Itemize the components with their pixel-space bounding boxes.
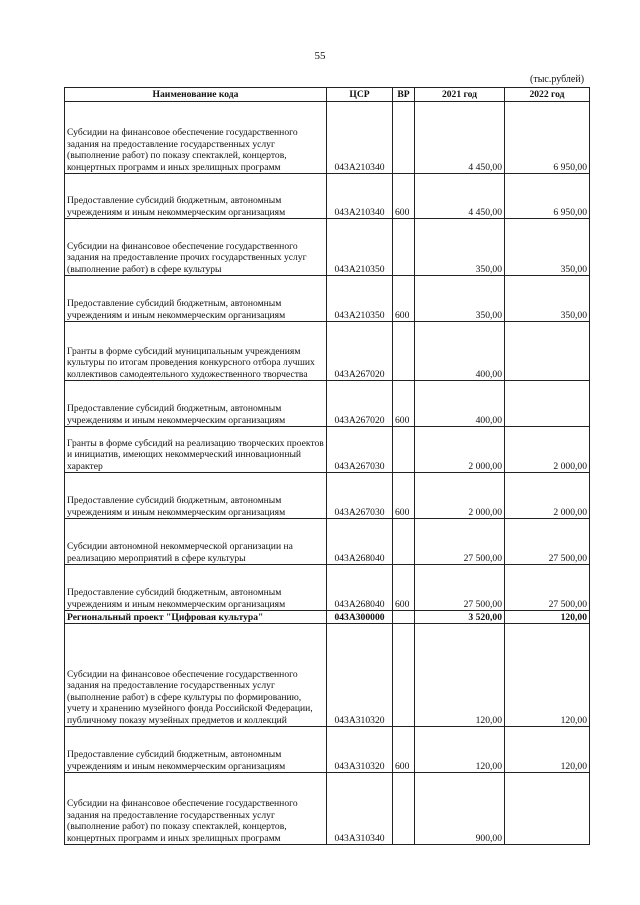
table-row	[65, 773, 590, 845]
table-row	[65, 727, 590, 773]
section-2022: 120,00	[505, 611, 590, 624]
row-csr: 043A267020	[327, 381, 393, 427]
section-csr: 043A300000	[327, 611, 393, 624]
row-csr: 043A268040	[327, 519, 393, 565]
row-2021: 4 450,00	[415, 174, 505, 219]
row-2021: 4 450,00	[415, 102, 505, 174]
column-header-csr: ЦСР	[327, 88, 393, 102]
row-csr: 043A310320	[327, 624, 393, 727]
table-row	[65, 473, 590, 519]
row-name: Гранты в форме субсидий муниципальным учреждениям культуры по итогам проведения конкурсного отбора лучших коллективов самодеятельного художественного творчества	[65, 322, 327, 381]
row-vr	[393, 519, 415, 565]
row-csr: 043A267030	[327, 427, 393, 473]
column-header-name: Наименование кода	[65, 88, 327, 102]
row-2022	[505, 773, 590, 845]
row-vr	[393, 322, 415, 381]
row-csr: 043A310340	[327, 773, 393, 845]
row-2021: 400,00	[415, 322, 505, 381]
row-name: Субсидии автономной некоммерческой организации на реализацию мероприятий в сфере культуры	[65, 519, 327, 565]
row-2021: 900,00	[415, 773, 505, 845]
row-csr: 043A310320	[327, 727, 393, 773]
row-2022	[505, 381, 590, 427]
row-2021: 120,00	[415, 624, 505, 727]
row-2022: 350,00	[505, 276, 590, 322]
row-2021: 2 000,00	[415, 473, 505, 519]
row-name: Предоставление субсидий бюджетным, автономным учреждениям и иным некоммерческим организациям	[65, 276, 327, 322]
row-name: Предоставление субсидий бюджетным, автономным учреждениям и иным некоммерческим организациям	[65, 381, 327, 427]
table-row	[65, 519, 590, 565]
table-row	[65, 322, 590, 381]
row-2021: 27 500,00	[415, 565, 505, 611]
row-2022: 6 950,00	[505, 102, 590, 174]
row-2021: 120,00	[415, 727, 505, 773]
column-header-2021: 2021 год	[415, 88, 505, 102]
row-csr: 043A210350	[327, 219, 393, 276]
row-2021: 350,00	[415, 219, 505, 276]
table-row	[65, 276, 590, 322]
row-csr: 043A268040	[327, 565, 393, 611]
table-header-row	[65, 88, 590, 102]
row-csr: 043A210340	[327, 174, 393, 219]
row-2022: 350,00	[505, 219, 590, 276]
column-header-vr: ВР	[393, 88, 415, 102]
row-vr	[393, 427, 415, 473]
table-row	[65, 219, 590, 276]
row-name: Предоставление субсидий бюджетным, автономным учреждениям и иным некоммерческим организациям	[65, 473, 327, 519]
table-row	[65, 174, 590, 219]
row-csr: 043A267020	[327, 322, 393, 381]
column-header-2022: 2022 год	[505, 88, 590, 102]
row-2022: 27 500,00	[505, 565, 590, 611]
row-name: Субсидии на финансовое обеспечение государственного задания на предоставление государственных услуг (выполнение работ) в сфере культуры по формированию, учету и хранению музейного фонда Российской Федерации, публичному показу музейных предметов и коллекций	[65, 624, 327, 727]
row-2022: 27 500,00	[505, 519, 590, 565]
row-vr	[393, 102, 415, 174]
row-vr: 600	[393, 473, 415, 519]
row-vr	[393, 219, 415, 276]
row-vr: 600	[393, 174, 415, 219]
table-row	[65, 565, 590, 611]
row-name: Гранты в форме субсидий на реализацию творческих проектов и инициатив, имеющих некоммерческий инновационный характер	[65, 427, 327, 473]
row-name: Предоставление субсидий бюджетным, автономным учреждениям и иным некоммерческим организациям	[65, 174, 327, 219]
table-row-section	[65, 611, 590, 624]
row-2022: 2 000,00	[505, 427, 590, 473]
row-2021: 350,00	[415, 276, 505, 322]
row-csr: 043A210350	[327, 276, 393, 322]
table-row	[65, 381, 590, 427]
row-name: Предоставление субсидий бюджетным, автономным учреждениям и иным некоммерческим организациям	[65, 727, 327, 773]
row-name: Предоставление субсидий бюджетным, автономным учреждениям и иным некоммерческим организациям	[65, 565, 327, 611]
row-csr: 043A267030	[327, 473, 393, 519]
row-vr: 600	[393, 565, 415, 611]
table-row	[65, 624, 590, 727]
table-row	[65, 427, 590, 473]
row-name: Субсидии на финансовое обеспечение государственного задания на предоставление прочих государственных услуг (выполнение работ) в сфере культуры	[65, 219, 327, 276]
row-vr: 600	[393, 727, 415, 773]
row-vr: 600	[393, 276, 415, 322]
page-number: 55	[314, 50, 326, 62]
section-name: Региональный проект "Цифровая культура"	[65, 611, 327, 624]
budget-table	[64, 87, 590, 845]
row-vr	[393, 773, 415, 845]
row-csr: 043A210340	[327, 102, 393, 174]
row-2021: 2 000,00	[415, 427, 505, 473]
row-2022: 2 000,00	[505, 473, 590, 519]
row-2022: 6 950,00	[505, 174, 590, 219]
section-2021: 3 520,00	[415, 611, 505, 624]
row-2022: 120,00	[505, 727, 590, 773]
row-vr: 600	[393, 381, 415, 427]
row-vr	[393, 624, 415, 727]
row-2021: 400,00	[415, 381, 505, 427]
row-name: Субсидии на финансовое обеспечение государственного задания на предоставление государственных услуг (выполнение работ) по показу спектаклей, концертов, концертных программ и иных зрелищных программ	[65, 102, 327, 174]
units-label: (тыс.рублей)	[530, 74, 585, 85]
table-row	[65, 102, 590, 174]
section-vr	[393, 611, 415, 624]
row-2021: 27 500,00	[415, 519, 505, 565]
row-2022: 120,00	[505, 624, 590, 727]
row-name: Субсидии на финансовое обеспечение государственного задания на предоставление государственных услуг (выполнение работ) по показу спектаклей, концертов, концертных программ и иных зрелищных программ	[65, 773, 327, 845]
row-2022	[505, 322, 590, 381]
